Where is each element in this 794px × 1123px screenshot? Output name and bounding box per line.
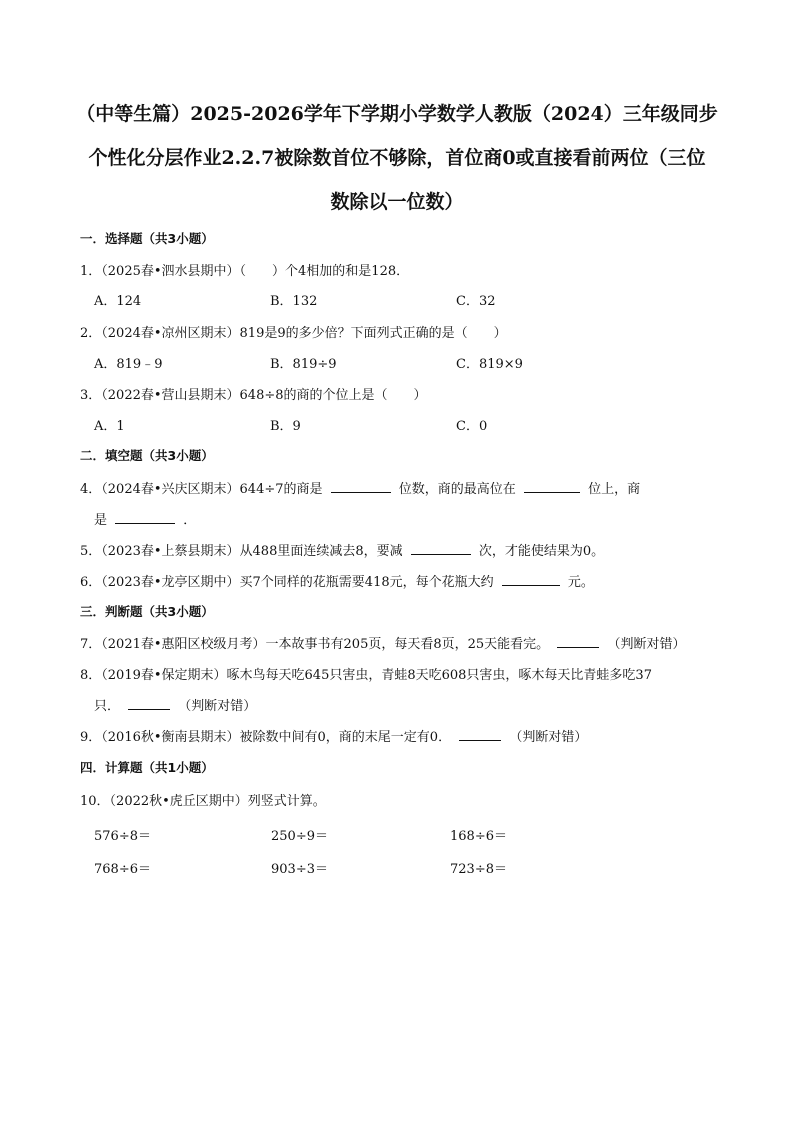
q5-text-2: 次，才能使结果为0。: [478, 544, 605, 559]
q3-option-c: C．0: [456, 419, 488, 434]
q4-text-5: ．: [183, 513, 197, 528]
q4-blank-3[interactable]: [115, 511, 175, 524]
section-heading-calc: 四．计算题（共1小题）: [80, 760, 214, 775]
q5-text-1: 5．（2023春•上蔡县期末）从488里面连续减去8，要减: [80, 544, 403, 559]
question-5: [80, 540, 724, 559]
q8-blank[interactable]: [128, 697, 170, 710]
title-line-1: （中等生篇）2025-2026学年下学期小学数学人教版（2024）三年级同步: [76, 103, 718, 125]
calc-item: 250÷9＝: [271, 829, 328, 844]
q1-option-a: A．124: [94, 294, 142, 309]
q7-blank[interactable]: [557, 635, 599, 648]
question-9: [80, 726, 724, 745]
question-8-line-1: 8．（2019春•保定期末）啄木鸟每天吃645只害虫，青蛙8天吃608只害虫，啄木每天比青蛙多吃37: [80, 668, 652, 683]
q4-text-3: 位上，商: [588, 482, 641, 497]
q1-option-c: C．32: [456, 294, 496, 309]
q9-text-2: （判断对错）: [509, 730, 588, 745]
calc-item: 723÷8＝: [450, 862, 507, 877]
calc-item: 768÷6＝: [94, 862, 151, 877]
q6-text-1: 6．（2023春•龙亭区期中）买7个同样的花瓶需要418元，每个花瓶大约: [80, 575, 494, 590]
q4-text-4: 是: [94, 513, 108, 528]
q9-blank[interactable]: [459, 728, 501, 741]
question-6: [80, 571, 724, 590]
q4-text-1: 4．（2024春•兴庆区期末）644÷7的商是: [80, 482, 323, 497]
title-line-2: 个性化分层作业2.2.7被除数首位不够除，首位商0或直接看前两位（三位: [88, 147, 706, 169]
q4-blank-2[interactable]: [524, 480, 580, 493]
question-7: [80, 633, 724, 652]
title-line-3: 数除以一位数）: [330, 191, 464, 213]
q7-text-2: （判断对错）: [607, 637, 686, 652]
q1-option-b: B．132: [270, 294, 318, 309]
q3-option-a: A．1: [94, 419, 125, 434]
q9-text-1: 9．（2016秋•衡南县期末）被除数中间有0，商的末尾一定有0．: [80, 730, 452, 745]
q2-option-a: A．819﹣9: [94, 357, 163, 372]
q7-text-1: 7．（2021春•惠阳区校级月考）一本故事书有205页，每天看8页，25天能看完。: [80, 637, 550, 652]
question-8-line-2: [94, 695, 724, 714]
calc-item: 903÷3＝: [271, 862, 328, 877]
calc-item: 576÷8＝: [94, 829, 151, 844]
section-heading-judge: 三．判断题（共3小题）: [80, 604, 214, 619]
question-3: 3．（2022春•营山县期末）648÷8的商的个位上是（ ）: [80, 388, 427, 403]
calc-item: 168÷6＝: [450, 829, 507, 844]
q6-blank[interactable]: [502, 573, 560, 586]
q4-text-2: 位数，商的最高位在: [398, 482, 516, 497]
q8-text-1: 只．: [94, 699, 121, 714]
question-1: 1．（2025春•泗水县期中）（ ）个4相加的和是128．: [80, 264, 410, 279]
q2-option-b: B．819÷9: [270, 357, 337, 372]
section-heading-choice: 一．选择题（共3小题）: [80, 231, 214, 246]
section-heading-fill: 二．填空题（共3小题）: [80, 448, 214, 463]
q6-text-2: 元。: [567, 575, 594, 590]
q4-blank-1[interactable]: [331, 480, 391, 493]
q2-option-c: C．819×9: [456, 357, 523, 372]
q5-blank[interactable]: [411, 542, 471, 555]
question-2: 2．（2024春•凉州区期末）819是9的多少倍？下面列式正确的是（ ）: [80, 326, 507, 341]
question-4-line-1: [80, 478, 724, 497]
q8-text-2: （判断对错）: [178, 699, 257, 714]
question-4-line-2: [94, 509, 724, 528]
question-10: 10．（2022秋•虎丘区期中）列竖式计算。: [80, 794, 326, 809]
q3-option-b: B．9: [270, 419, 301, 434]
